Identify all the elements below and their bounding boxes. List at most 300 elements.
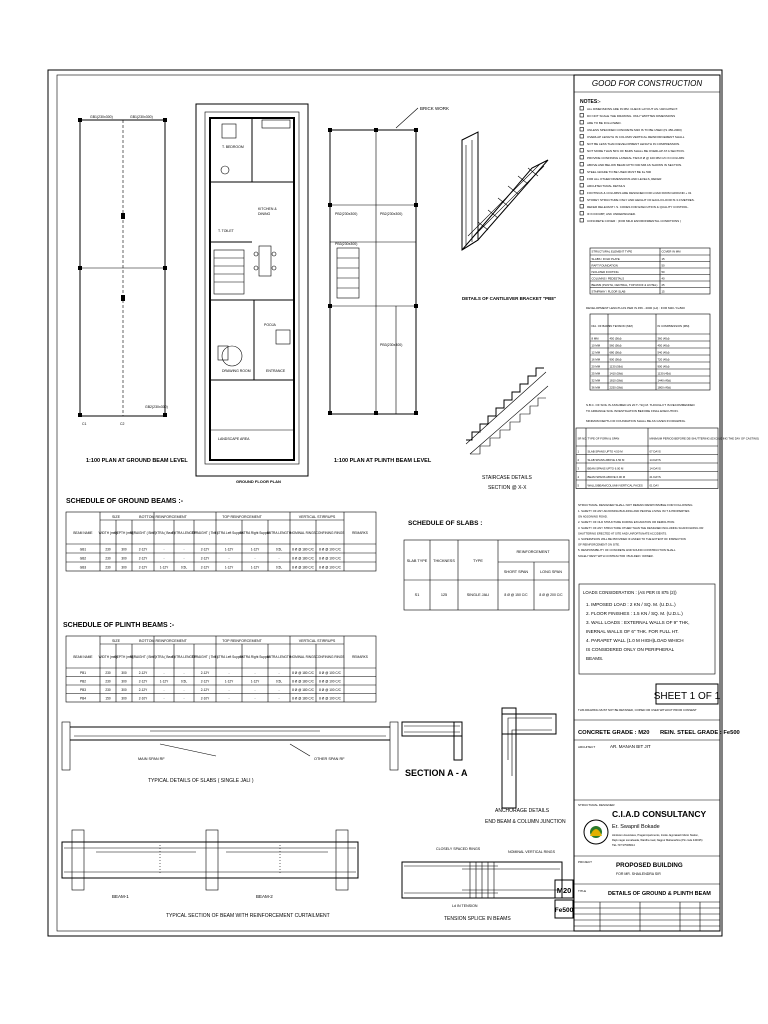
small-table-cell: 4 [577, 474, 580, 479]
table-cell: 300 [121, 687, 127, 692]
table-cell: - [163, 696, 165, 701]
table-column-header: STRAIGHT ( Bbtr ) [129, 655, 157, 659]
table-cell: 1-12Y [159, 565, 169, 570]
plan-plinth-beam-level [328, 106, 449, 464]
development-length-table [590, 314, 710, 390]
small-table-cell: 450 (45d) [657, 343, 670, 348]
note-item: OVERLAP LENGTH IN COLUMN VERTICAL REINFORCEMENT SHALL [587, 135, 685, 139]
dev-length-note: DEVELOPMENT LENGTH AS PER IS 456 - 2000 (Ld) : FOR M20 / Fe500 [586, 306, 685, 310]
table-column-header: CONFINING RINGS [315, 531, 345, 535]
table-cell: 8 Ø @ 100 C/C [319, 687, 341, 692]
table-cell: 8 Ø @ 180 C/C [292, 670, 314, 675]
table-cell: - [163, 556, 165, 561]
small-table-header: IN COMPRESSION (MM) [657, 324, 690, 328]
svg-text:PB2(230x300): PB2(230x300) [335, 212, 358, 216]
slab-cell-long: 8 Ø @ 200 C/C [539, 593, 563, 597]
table-cell: GB3 [79, 565, 87, 570]
ground-beams-table [66, 512, 376, 571]
safety-item: 3. SAFETY OF ANY STRUCTURE OTHER THAN THE DESIGNED INCLUDING SCAFFOLDING OR [578, 525, 704, 530]
table-cell: 1-12Y [224, 679, 234, 684]
small-table-cell: 540 (45d) [657, 350, 670, 355]
table-cell: 1-12Y [159, 679, 169, 684]
table-column-header: EXTRA LENGTH [266, 655, 292, 659]
table-cell: - [278, 556, 280, 561]
note-item: REFER RELEVANT I.S. CODES FOR EXECUTION & QUALITY CONTROL. [587, 205, 689, 209]
project-label: PROJECT [578, 860, 593, 864]
table-column-header: STRAIGHT ( Bbtr ) [129, 531, 157, 535]
table-cell: - [183, 670, 185, 675]
table-column-header: REMARKS [352, 531, 368, 535]
small-table-header: STRUCTURAL ELEMENT TYPE [591, 249, 633, 254]
plinth-beams-title: SCHEDULE OF PLINTH BEAMS :- [63, 622, 175, 629]
svg-text:PB2(230x300): PB2(230x300) [380, 212, 403, 216]
small-table-header: MINIMUM PERIOD BEFORE DE-SHUTTERING (EXCLUDING THE DAY OF CASTING) [649, 436, 760, 441]
table-group-header: BOTTOM REINFORCEMENT [139, 639, 187, 643]
table-cell: 2-12Y [200, 670, 210, 675]
table-cell: - [183, 556, 185, 561]
anchorage-detail [485, 708, 566, 825]
table-cell: 300 [121, 670, 127, 675]
table-cell: PB4 [79, 696, 87, 701]
beam2-label: BEAM-2 [256, 894, 273, 899]
table-cell: 230 [105, 556, 111, 561]
table-column-header: EXTRA ( Beat ) [153, 531, 175, 535]
svg-text:GB1(230x300): GB1(230x300) [130, 115, 153, 119]
small-table-cell: 680 (56d) [609, 350, 622, 355]
slab-main-span: MAIN SPAN RF [138, 757, 165, 761]
title-label: TITLE [578, 889, 587, 893]
small-table-cell: 15 [661, 289, 665, 294]
slab-head-short: SHORT SPAN [503, 570, 529, 574]
small-table-cell: 8 MM [591, 336, 599, 341]
table-cell: 1-12Y [250, 547, 260, 552]
small-table-cell: 32 MM [591, 378, 601, 383]
beam-section-caption: TYPICAL SECTION OF BEAM WITH REINFORCEMENT CURTAILMENT [166, 913, 330, 919]
table-column-header: NOMINAL RINGS [290, 531, 316, 535]
table-cell: 8 Ø @ 180 C/C [292, 547, 314, 552]
note-item: ARCHITECTURAL DETAILS [587, 184, 626, 188]
small-table-header: SR NO. [577, 436, 588, 441]
table-group-header: VERTICAL STIRRUPS [298, 639, 336, 643]
table-column-header: CONFINING RINGS [315, 655, 345, 659]
note-item: NOT MORE THAN 50% OF BARS SHALL BE OVERLAP AT A SECTION. [587, 149, 685, 153]
table-group-header: TOP REINFORCEMENT [222, 639, 262, 643]
table-cell: 2-12Y [138, 565, 148, 570]
small-table-cell: 12 MM [591, 350, 601, 355]
table-cell: 8 Ø @ 180 C/C [292, 696, 314, 701]
table-cell: 300 [121, 547, 127, 552]
table-cell: 1-12Y [250, 679, 260, 684]
stair-caption: STAIRCASE DETAILS [482, 475, 532, 481]
table-column-header: EXTRA Left Support [214, 655, 244, 659]
table-cell: 0.5L [180, 565, 188, 570]
small-table-cell: 16 MM [591, 357, 601, 362]
closely-spaced-label: CLOSELY SPACED RINGS [436, 847, 481, 851]
stair-section: SECTION @ X-X [488, 485, 527, 491]
small-table-cell: 1800 (45d) [657, 385, 672, 390]
table-cell: 0.5L [180, 679, 188, 684]
table-cell: - [163, 547, 165, 552]
table-cell: 2-12Y [200, 547, 210, 552]
svg-text:T. TOILET: T. TOILET [218, 229, 234, 233]
small-table-cell: 36 MM [591, 385, 601, 390]
safety-item: 2. SAFETY OF OLD STRUCTURE DURING EXCAVATION OR DEMOLITION. [578, 520, 676, 525]
note-item: CONCRETE COVER : (FOR MILD ENVIRONMENTAL CONDITIONS ) [587, 219, 682, 223]
table-column-header: EXTRA LENGTH [171, 531, 197, 535]
table-cell: 8 Ø @ 100 C/C [319, 696, 341, 701]
load-item: 3. WALL LOADS : EXTERNAL WALLS OF 9" THK, [586, 620, 690, 625]
stripping-table [576, 428, 759, 489]
small-table-cell: STAIRWAY / FLOOR SLAB [591, 289, 626, 294]
cantilever-bracket-detail [462, 132, 556, 301]
small-table-cell: 10 MM [591, 343, 601, 348]
table-cell: 300 [121, 696, 127, 701]
ld-tension-label: Ld IN TENSION [452, 904, 478, 908]
table-column-header: DEPTH (mm) [114, 531, 134, 535]
note-item: FOOTINGS & COLUMNS ARE DESIGNED FOR LOAD FROM GROUND + 01 [587, 191, 692, 195]
table-column-header: STRAIGHT ( Tbtr ) [191, 655, 219, 659]
table-group-header: SIZE [112, 515, 120, 519]
staircase-detail [466, 368, 548, 491]
table-cell: 1-12Y [224, 565, 234, 570]
small-table-cell: 20 MM [591, 364, 601, 369]
table-cell: 230 [105, 687, 111, 692]
anchorage-caption-2: END BEAM & COLUMN JUNCTION [485, 819, 566, 825]
table-cell: - [278, 670, 280, 675]
safety-item: ON ADJOINING ROAD. [578, 514, 608, 519]
safety-note: STRUCTURAL DESIGNER SHALL NOT REMAIN RESPONSIBLE FOR FOLLOWING [578, 503, 693, 507]
slab-typical-detail [62, 722, 398, 784]
small-table-cell: 3 [577, 466, 580, 471]
table-cell: - [254, 696, 256, 701]
table-cell: 2-12Y [200, 687, 210, 692]
steel-grade: REIN. STEEL GRADE : Fe500 [660, 730, 740, 736]
table-cell: 8 Ø @ 100 C/C [319, 670, 341, 675]
table-cell: 2-12Y [138, 670, 148, 675]
table-cell: 8 Ø @ 100 C/C [319, 547, 341, 552]
copyright-note: THIS DRAWING MUST NOT BE RETAINED, COPIED OR USED WITHOUT PRIOR CONSENT [578, 708, 697, 712]
table-cell: 150 [105, 696, 111, 701]
mark-m20: M20 [556, 886, 572, 895]
safety-item: SOLELY REST WITH CONTRACTOR / BUILDER / OWNER. [578, 553, 654, 558]
slab-head-reinf: REINFORCEMENT [516, 550, 550, 554]
small-table-cell: 900 (45d) [657, 364, 670, 369]
small-table-cell: SLAB SPANS ABOVE 4.50 M [587, 457, 625, 462]
small-table-cell: 25 MM [591, 371, 601, 376]
table-cell: GB2 [79, 556, 87, 561]
notes-list [580, 107, 695, 224]
safety-item: OF REINFORCEMENT ON SITE. [578, 542, 620, 547]
table-cell: 1-12Y [224, 547, 234, 552]
load-item: IS CONSIDERED ONLY ON PERIPHERAL [586, 647, 675, 652]
table-cell: 2-12Y [138, 547, 148, 552]
table-cell: 2-10Y [200, 696, 210, 701]
plan-ground-beam-level [78, 115, 188, 464]
svg-text:DINING: DINING [258, 212, 271, 216]
table-group-header: BOTTOM REINFORCEMENT [139, 515, 187, 519]
note-item: NOT BE LESS THAN DEVELOPMENT LENGTH IN COMPRESSION. [587, 142, 681, 146]
slabs-table [404, 540, 569, 610]
note-item: FOR ALL OTHER DIMENSIONS AND LEVELS, REFER [587, 177, 662, 181]
table-cell: 8 Ø @ 100 C/C [319, 679, 341, 684]
plan-ground-floor [196, 104, 308, 484]
table-cell: 2-12Y [200, 679, 210, 684]
consultant-address-1: Hinduism Associates, Pragati Apartments, Inside Jayprakash Metro Station, [612, 834, 699, 837]
sbc-note: S.B.C. OF SOIL IS ASSUMED AS 20 T / SQ.M. THOUGH IT IS RECOMMENDED [586, 403, 695, 407]
small-table-cell: 50 [661, 269, 665, 274]
table-group-header: SIZE [112, 639, 120, 643]
project-for: FOR MR. SHAILENDRA SIR [616, 872, 661, 876]
small-table-cell: SLABS / FOLD PLATE [591, 256, 620, 261]
small-table-cell: 1130 (56d) [609, 364, 623, 369]
slab-head-type: SLAB TYPE [406, 559, 428, 563]
small-table-cell: BEAM SPANS UPTO 6.00 M [587, 466, 624, 471]
concrete-grade: CONCRETE GRADE : M20 [578, 730, 650, 736]
note-item: STOREY STRUCTURE ONLY AND HEIGHT OF EACH FLOOR IS 3.0 METRES. [587, 198, 695, 202]
loads-list [586, 602, 690, 661]
drawing-title: DETAILS OF GROUND & PLINTH BEAM [608, 891, 711, 897]
small-table-cell: 720 (45d) [657, 357, 670, 362]
nominal-vertical-label: NOMINAL VERTICAL RINGS [508, 850, 555, 854]
table-cell: 0.5L [275, 565, 283, 570]
section-aa [402, 722, 468, 778]
cover-table [590, 248, 710, 294]
min-depth-note: MINIMUM DEPTH OF FOUNDATION SHALL BE AS GIVEN IN DRAWING. [586, 419, 686, 423]
note-item: PROVIDE CONFINING LATERAL TIES 8 Ø @ 100 MM C/C IN COLUMN [587, 156, 685, 160]
slab-head-long: LONG SPAN [540, 570, 562, 574]
table-column-header: WIDTH (mm) [98, 655, 118, 659]
small-table-cell: 25 [661, 282, 665, 287]
small-table-cell: 560 (56d) [609, 343, 622, 348]
svg-text:GB1(230x300): GB1(230x300) [90, 115, 113, 119]
note-item: UNLESS SPECIFIED CONCRETE M20 IS TO BE USED (IS 456-2000) [587, 128, 682, 132]
project-name: PROPOSED BUILDING [616, 862, 683, 869]
consultant-logo [584, 820, 608, 844]
svg-text:C2: C2 [120, 422, 125, 426]
table-cell: GB1 [79, 547, 87, 552]
small-table-cell: 2250 (56d) [609, 385, 624, 390]
small-table-cell: 14 DAYS [649, 466, 661, 471]
table-column-header: EXTRA LENGTH [171, 655, 197, 659]
small-table-cell: 07 DAYS [649, 449, 661, 454]
load-item: 1. IMPOSED LOAD : 2 KN / SQ. M. (U.D.L.) [586, 602, 676, 607]
table-column-header: STRAIGHT ( Tbtr ) [191, 531, 219, 535]
engineer-name: Er. Swapnil Bokade [612, 824, 660, 830]
table-cell: 0.5L [275, 679, 283, 684]
load-item: 4. PARAPET WALL (1.0 M HIGH)LOAD WHICH [586, 638, 684, 643]
slab-cell-kind: SINGLE JALI [466, 593, 490, 597]
slab-head-kind: TYPE [473, 559, 483, 563]
slab-cell-short: 8 Ø @ 150 C/C [504, 593, 528, 597]
plan3-caption: 1:100 PLAN AT PLINTH BEAM LEVEL [334, 458, 432, 464]
brickwork-label: BRICK WORK [420, 106, 450, 111]
svg-text:T. BEDROOM: T. BEDROOM [222, 145, 244, 149]
svg-text:LANDSCAPE AREA: LANDSCAPE AREA [218, 437, 250, 441]
small-table-header: IN TENSION (MM) [609, 324, 633, 328]
table-cell: - [278, 696, 280, 701]
slab-cell-thickness: 125 [440, 593, 448, 597]
table-cell: 8 Ø @ 100 C/C [319, 565, 341, 570]
table-cell: - [228, 696, 230, 701]
small-table-cell: 14 DAYS [649, 457, 661, 462]
safety-list [578, 509, 703, 558]
table-column-header: EXTRA Left Support [214, 531, 244, 535]
svg-text:POOJA: POOJA [264, 323, 276, 327]
consultant-phone: TEL.707 9750/8014 [612, 844, 635, 847]
table-cell: - [163, 687, 165, 692]
table-cell: - [278, 687, 280, 692]
table-cell: - [254, 687, 256, 692]
safety-item: 4. SUPERVISION WILL BE PROVIDED IF ASKED TO THE EXTENT OF INSPECTION [578, 537, 686, 541]
title-block [555, 79, 759, 931]
table-cell: 2-12Y [138, 556, 148, 561]
anchorage-caption: ANCHORAGE DETAILS [495, 808, 550, 814]
small-table-cell: WALLS/BEAM/COLUMN VERTICAL FACES [587, 483, 643, 488]
note-item: ABOVE AND BELOW BEAM UPTO 600 MM AS SHOWN IN SECTION. [587, 163, 682, 167]
table-cell: 300 [121, 556, 127, 561]
load-item: BEAMS. [586, 656, 604, 661]
small-table-cell: 1410 (56d) [609, 371, 624, 376]
small-table-cell: 5 [577, 483, 580, 488]
small-table-cell: 1810 (56d) [609, 378, 624, 383]
safety-item: 1. SAFETY OF ANY ADJOINING BUILDING AND PEOPLE LIVING IN IT & PROPERTIES [578, 509, 690, 513]
small-table-cell: 21 DAYS [649, 474, 661, 479]
tension-splice [402, 847, 562, 922]
svg-text:ENTRANCE: ENTRANCE [266, 369, 286, 373]
table-cell: PB3 [79, 687, 87, 692]
section-aa-caption: SECTION A - A [405, 768, 468, 778]
table-cell: - [228, 556, 230, 561]
svg-text:PB3(230x300): PB3(230x300) [335, 242, 358, 246]
table-column-header: WIDTH (mm) [98, 531, 118, 535]
svg-text:C1: C1 [82, 422, 87, 426]
splice-caption: TENSION SPLICE IN BEAMS [444, 916, 511, 922]
small-table-cell: BEAMS (PLINTH, CENTRAL, TOP ROOF & LINTEL) [591, 282, 658, 287]
table-cell: 2-12Y [138, 679, 148, 684]
slab-cell-type: S1 [414, 593, 420, 597]
table-cell: 2-12Y [200, 565, 210, 570]
small-table-cell: ISOLATED FOOTING [591, 269, 619, 274]
table-cell: PB1 [79, 670, 87, 675]
svg-text:KITCHEN &: KITCHEN & [258, 207, 277, 211]
table-cell: 230 [105, 565, 111, 570]
small-table-cell: 360 (45d) [657, 336, 670, 341]
notes-heading: NOTES:- [580, 99, 601, 105]
table-cell: 8 Ø @ 180 C/C [292, 687, 314, 692]
table-cell: - [228, 687, 230, 692]
sheet-number: SHEET 1 OF 1 [653, 691, 721, 702]
table-cell: - [183, 547, 185, 552]
table-cell: PB2 [79, 679, 87, 684]
table-cell: - [228, 670, 230, 675]
table-group-header: VERTICAL STIRRUPS [298, 515, 336, 519]
good-for-construction: GOOD FOR CONSTRUCTION [591, 79, 703, 88]
svg-text:DRAWING ROOM: DRAWING ROOM [222, 369, 251, 373]
load-item: INERNAL WALLS OF 6" THK. FOR FULL HT. [586, 629, 679, 634]
small-table-cell: 450 (56d) [609, 336, 622, 341]
slab-detail-caption: TYPICAL DETAILS OF SLABS ( SINGLE JALI ) [148, 778, 254, 784]
small-table-cell: 50 [661, 263, 665, 268]
small-table-cell: COLUMNS / PEDESTALS [591, 276, 625, 281]
table-column-header: REMARKS [352, 655, 368, 659]
plan2-caption: GROUND FLOOR PLAN [236, 479, 281, 484]
slab-other-span: OTHER SPAN RF [314, 757, 345, 761]
note-item: STEEL GRADE TO BE USED MUST BE Fe 500 [587, 170, 652, 174]
table-cell: 8 Ø @ 180 C/C [292, 565, 314, 570]
small-table-header: TYPE OF FORM & SPAN [587, 436, 620, 441]
slab-head-thickness: THICKNESS [433, 559, 455, 563]
table-cell: 0.5L [275, 547, 283, 552]
table-cell: 8 Ø @ 180 C/C [292, 556, 314, 561]
bracket-caption: DETAILS OF CANTILEVER BRACKET "PB8" [462, 296, 556, 301]
plinth-beams-table [66, 636, 376, 702]
sbc-note-2: TO ARRANGE SOIL INVESTIGATION BEFORE FINAL EXECUTION. [586, 409, 679, 413]
table-cell: 8 Ø @ 100 C/C [319, 556, 341, 561]
table-cell: - [254, 556, 256, 561]
safety-item: SHUTTERING ERECTED AT SITE AND UNFORTUNATE ACCIDENTS. [578, 531, 667, 536]
architect-label: ARCHITECT [578, 745, 596, 749]
small-table-cell: BEAM SPANS ABOVE 6.00 M [587, 474, 626, 479]
table-cell: 2-10Y [138, 696, 148, 701]
table-column-header: BEAM NAME [73, 531, 93, 535]
note-item: ARE TO BE FOLLOWED. [587, 121, 622, 125]
table-column-header: NOMINAL RINGS [290, 655, 316, 659]
small-table-cell: RAFT FOUNDATION [591, 263, 618, 268]
note-item: IF IN DOUBT, ASK UNDERSIGNED. [587, 212, 636, 216]
mark-fe500: Fe500 [554, 907, 574, 914]
plan1-caption: 1:100 PLAN AT GROUND BEAM LEVEL [86, 458, 188, 464]
table-cell: 8 Ø @ 180 C/C [292, 679, 314, 684]
table-column-header: EXTRA Right Support [239, 531, 271, 535]
loads-heading: LOADS CONSIDERATION : (AS PER IS 875 (2)) [583, 590, 677, 595]
table-cell: 300 [121, 679, 127, 684]
consultant-label: STRUCTURAL DESIGNER [578, 803, 615, 807]
small-table-cell: 1440 (45d) [657, 378, 672, 383]
table-cell: - [254, 670, 256, 675]
table-group-header: TOP REINFORCEMENT [222, 515, 262, 519]
consultant-name: C.I.A.D CONSULTANCY [612, 809, 707, 819]
small-table-cell: 01 DAY [649, 483, 659, 488]
ground-beams-title: SCHEDULE OF GROUND BEAMS :- [66, 498, 184, 505]
architect-name: AR. MANAN BIT JIT [610, 744, 651, 749]
small-table-cell: 1130 (45d) [657, 371, 671, 376]
table-cell: - [183, 687, 185, 692]
table-cell: 230 [105, 547, 111, 552]
table-cell: 2-12Y [138, 687, 148, 692]
table-cell: - [163, 670, 165, 675]
svg-text:GB2(230x300): GB2(230x300) [145, 405, 168, 409]
small-table-cell: 2 [577, 457, 580, 462]
svg-text:PB3(230x300): PB3(230x300) [380, 343, 403, 347]
table-cell: 300 [121, 565, 127, 570]
small-table-cell: 1 [577, 449, 580, 454]
table-cell: 2-12Y [200, 556, 210, 561]
small-table-header: DIA. OF BARS [591, 324, 610, 328]
small-table-cell: 40 [661, 276, 665, 281]
small-table-header: COVER IN MM [661, 249, 681, 254]
table-cell: 230 [105, 679, 111, 684]
table-cell: - [183, 696, 185, 701]
table-column-header: BEAM NAME [73, 655, 93, 659]
table-cell: 230 [105, 670, 111, 675]
beam1-label: BEAM-1 [112, 894, 129, 899]
note-item: ALL DIMENSIONS ARE IN MM. CHECK LAYOUT AS / ARCHITECT. [587, 107, 678, 111]
small-table-cell: SLAB SPANS UPTO 4.50 M [587, 449, 623, 454]
slabs-title: SCHEDULE OF SLABS : [408, 520, 483, 527]
note-item: DO NOT SCALE THE DRAWING. ONLY WRITTEN DIMENSIONS [587, 114, 676, 118]
table-cell: 1-12Y [250, 565, 260, 570]
table-column-header: EXTRA Right Support [239, 655, 271, 659]
